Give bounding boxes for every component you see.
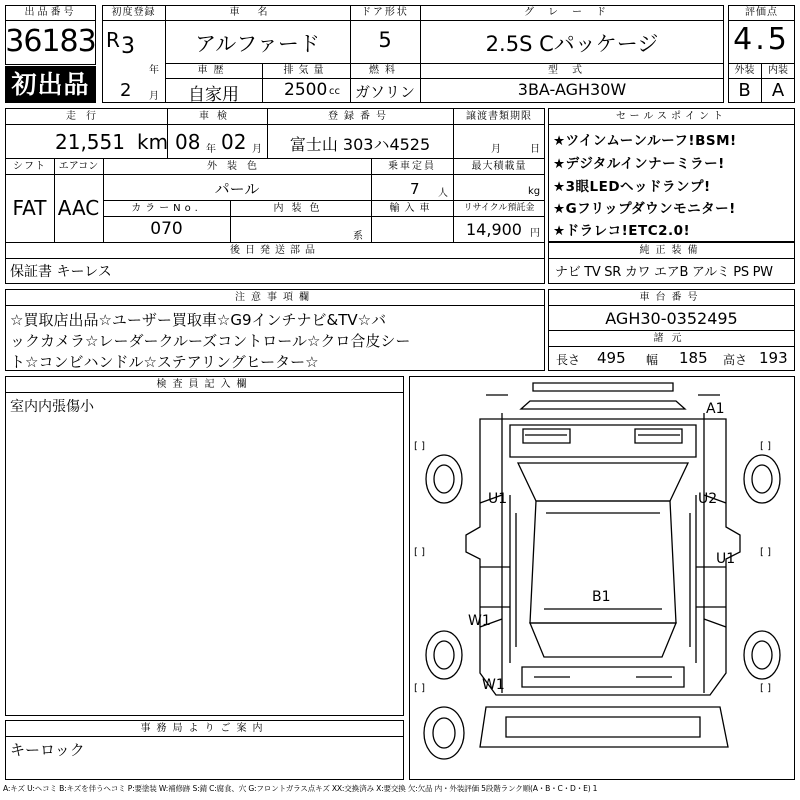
recycle-unit: 円: [530, 228, 540, 239]
inspection-year: 08: [175, 130, 201, 154]
later-parts-label: 後日発送部品: [230, 245, 320, 256]
shift: FAT: [12, 196, 47, 220]
chassis-label: 車台番号: [639, 292, 704, 303]
score-label: 評価点: [745, 7, 778, 18]
bracket-left-1: [ ]: [414, 441, 425, 452]
sales-point-2: ★デジタルインナーミラー!: [553, 156, 725, 172]
mark-u1-left: U1: [488, 491, 508, 507]
mileage: 21,551: [55, 130, 125, 154]
sales-point-4: ★Gフリップダウンモニター!: [553, 201, 736, 217]
recycle-label: リサイクル預託金: [463, 203, 535, 213]
displacement-label: 排気量: [283, 65, 329, 76]
exterior-grade: B: [738, 80, 751, 101]
color-no-label: カラーNo.: [131, 203, 202, 214]
width: 185: [679, 349, 708, 367]
chassis-number: AGH30-0352495: [605, 309, 738, 328]
mark-b1: B1: [592, 589, 611, 605]
later-parts: 保証書 キーレス: [10, 264, 112, 280]
lot-label: 出品番号: [24, 7, 77, 18]
inspector-box: [5, 376, 404, 716]
recycle-fee: 14,900: [466, 220, 522, 239]
plate: 富士山 303ハ4525: [289, 135, 431, 154]
bracket-right-2: [ ]: [760, 547, 771, 558]
ext-color-label: 外装色: [207, 161, 267, 172]
height-label: 高さ: [723, 353, 748, 367]
car-diagram-svg: [410, 377, 795, 780]
bracket-right-1: [ ]: [760, 441, 771, 452]
height: 193: [759, 349, 788, 367]
mark-u2: U2: [698, 491, 718, 507]
bracket-left-2: [ ]: [414, 547, 425, 558]
sales-point-3: ★3眼LEDヘッドランプ!: [553, 179, 711, 195]
displacement: 2500: [284, 80, 328, 100]
color-no: 070: [150, 219, 183, 239]
fuel-label: 燃料: [369, 65, 401, 76]
history: 自家用: [188, 85, 239, 105]
inspection-year-unit: 年: [206, 144, 216, 155]
grade-label: グレード: [524, 7, 620, 18]
inspector-text: 室内内張傷小: [10, 399, 94, 415]
exterior-label: 外装: [734, 65, 755, 76]
ac: AAC: [57, 196, 100, 220]
door-label: ドア形状: [361, 7, 409, 18]
mileage-label: 走行: [66, 111, 106, 122]
score: 4.5: [733, 22, 790, 57]
notes-label: 注意事項欄: [235, 292, 315, 303]
length-label: 長さ: [556, 353, 581, 367]
int-color-unit: 系: [353, 231, 363, 242]
length: 495: [597, 349, 626, 367]
mark-u1-right: U1: [716, 551, 736, 567]
reg-month-unit: 月: [149, 91, 159, 102]
note-line-1: ☆買取店出品☆ユーザー買取車☆G9インチナビ&TV☆バ: [10, 311, 387, 329]
max-load-label: 最大積載量: [471, 161, 527, 172]
office-label: 事務局よりご案内: [140, 723, 269, 734]
specs-label: 諸元: [653, 333, 690, 344]
bracket-right-3: [ ]: [760, 683, 771, 694]
note-line-2: ックカメラ☆レーダークルーズコントロール☆クロ合皮シー: [10, 332, 411, 350]
lot-number: 36183: [5, 24, 96, 59]
transfer-month-unit: 月: [491, 144, 501, 155]
car-diagram: [409, 376, 795, 780]
inspection-label: 車検: [199, 111, 235, 122]
model-code-label: 型式: [548, 65, 596, 76]
equipment-label: 純正装備: [639, 245, 704, 256]
door-count: 5: [378, 28, 392, 52]
capacity-label: 乗車定員: [388, 161, 436, 172]
inspection-month-unit: 月: [252, 144, 262, 155]
equipment-items: ナビ TV SR カワ エアB アルミ PS PW: [555, 265, 773, 280]
mark-a1: A1: [706, 401, 725, 417]
model-code: 3BA-AGH30W: [517, 80, 627, 99]
width-label: 幅: [646, 353, 659, 367]
transfer-label: 譲渡書類期限: [466, 111, 532, 122]
sales-points-label: セールスポイント: [615, 111, 728, 122]
mileage-unit: km: [137, 130, 169, 154]
first-listing-text: 初出品: [11, 70, 90, 99]
capacity-unit: 人: [438, 188, 448, 199]
ext-color: パール: [214, 180, 260, 198]
capacity: 7: [410, 180, 420, 198]
ac-label: エアコン: [58, 161, 99, 172]
interior-grade: A: [771, 80, 785, 101]
max-load-unit: kg: [528, 186, 541, 197]
sales-point-5: ★ドラレコ!ETC2.0!: [553, 223, 691, 239]
mark-w1-upper: W1: [468, 613, 491, 629]
car-name: アルファード: [195, 32, 320, 56]
inspection-month: 02: [221, 130, 247, 154]
reg-month: 2: [120, 80, 132, 101]
note-line-3: ト☆コンビハンドル☆ステアリングヒーター☆: [10, 353, 319, 371]
interior-label: 内装: [768, 65, 788, 76]
sales-point-1: ★ツインムーンルーフ!BSM!: [553, 133, 737, 149]
history-label: 車歴: [197, 65, 230, 76]
inspector-label: 検査員記入欄: [156, 379, 253, 390]
first-reg-label: 初度登録: [111, 7, 156, 18]
int-color-label: 内装色: [273, 203, 328, 214]
era: R: [106, 28, 120, 52]
grade: 2.5S Cパッケージ: [485, 32, 659, 56]
transfer-day-unit: 日: [530, 144, 540, 155]
plate-label: 登録番号: [328, 111, 392, 122]
mark-w1-lower: W1: [482, 677, 505, 693]
bracket-left-3: [ ]: [414, 683, 425, 694]
import-label: 輸入車: [389, 203, 435, 214]
office-text: キーロック: [10, 741, 85, 759]
reg-year-unit: 年: [149, 65, 159, 76]
fuel: ガソリン: [354, 83, 415, 101]
shift-label: シフト: [13, 161, 46, 172]
legend: A:キズ U:ヘコミ B:キズを伴うヘコミ P:要塗装 W:補修跡 S:錆 C:腐食、穴 G:フロントガラス点キズ XX:交換済み X:要交換 欠:欠品 内・外装評価 5段階ランク順(A・B・C・D・E) 1: [3, 784, 598, 793]
reg-year: 3: [121, 34, 135, 59]
car-name-label: 車名: [229, 7, 286, 18]
displacement-unit: cc: [329, 86, 340, 97]
